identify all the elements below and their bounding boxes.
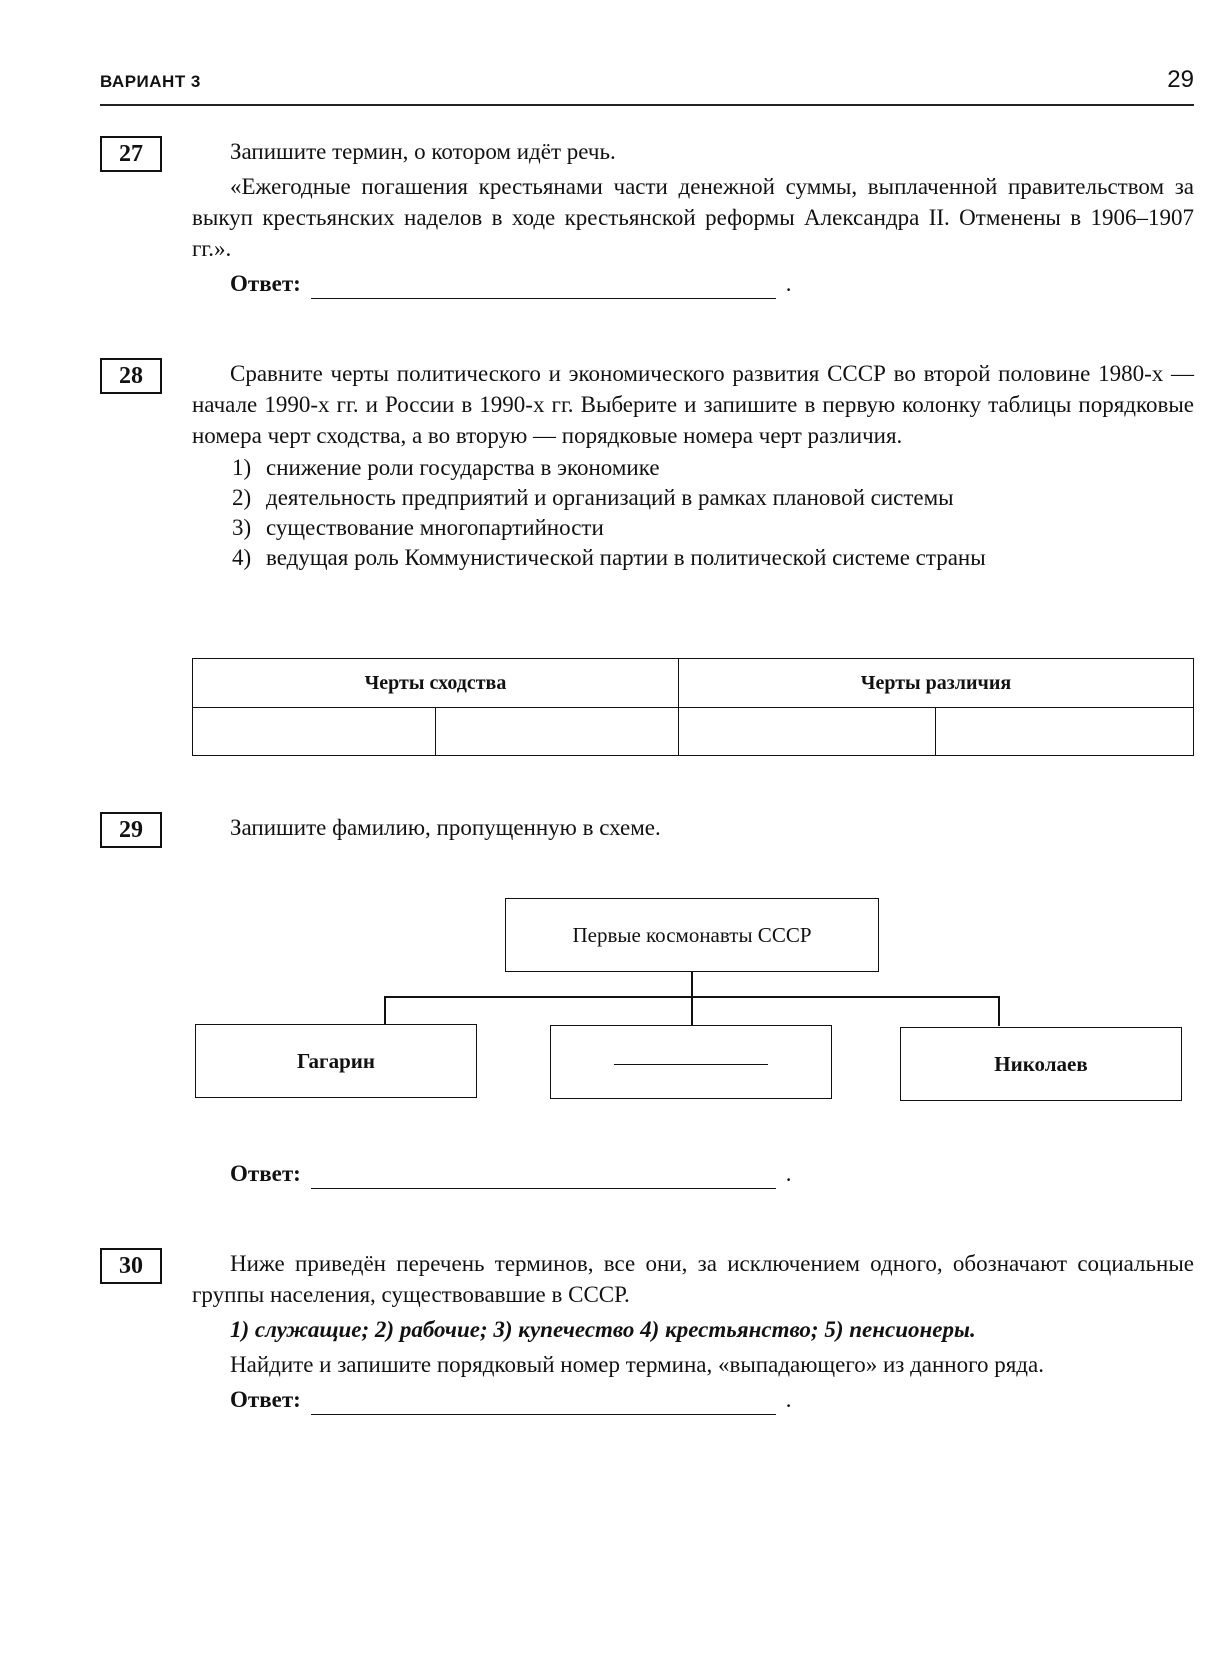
scheme-connector xyxy=(384,996,1000,998)
page-number: 29 xyxy=(1167,66,1194,93)
scheme-box-right: Николаев xyxy=(900,1027,1182,1101)
task-instruction: Запишите термин, о котором идёт речь. xyxy=(230,139,616,164)
task-number: 27 xyxy=(100,136,162,172)
task-instruction: Запишите фамилию, пропущенную в схеме. xyxy=(230,815,661,840)
answer-line: Ответ: . xyxy=(230,1384,1194,1415)
answer-line: Ответ: . xyxy=(230,268,1194,299)
answer-cell[interactable] xyxy=(435,708,678,756)
scheme-connector xyxy=(998,996,1000,1026)
feature-list xyxy=(232,453,1194,573)
scheme-connector xyxy=(691,971,693,1025)
terms-list: 1) служащие; 2) рабочие; 3) купечество 4) крестьянство; 5) пенсионеры. xyxy=(230,1317,976,1342)
scheme-connector xyxy=(384,996,386,1024)
answer-line: Ответ: . xyxy=(230,1158,1194,1189)
answer-field[interactable] xyxy=(311,1166,776,1189)
task-number: 30 xyxy=(100,1248,162,1284)
page-header xyxy=(100,64,1194,106)
answer-label: Ответ: xyxy=(230,271,301,296)
answer-label: Ответ: xyxy=(230,1387,301,1412)
list-item: 1) снижение роли государства в экономике xyxy=(232,455,660,480)
task-instruction: Ниже приведён перечень терминов, все они, за исключением одного, обозначают социальные группы населения, существовавшие в СССР. xyxy=(192,1251,1194,1307)
answer-table xyxy=(192,658,1194,756)
answer-field[interactable] xyxy=(311,1392,776,1415)
task-27 xyxy=(100,136,1194,299)
list-item: 3) существование многопартийности xyxy=(232,515,604,540)
answer-field[interactable] xyxy=(311,276,776,299)
table-header-similarity: Черты сходства xyxy=(193,659,679,708)
list-item: 2) деятельность предприятий и организаций в рамках плановой системы xyxy=(232,485,954,510)
task-30 xyxy=(100,1248,1194,1415)
answer-cell[interactable] xyxy=(936,708,1194,756)
task-28 xyxy=(100,358,1194,694)
missing-name-blank[interactable] xyxy=(614,1060,768,1065)
answer-cell[interactable] xyxy=(193,708,436,756)
list-item: 4) ведущая роль Коммунистической партии в политической системе страны xyxy=(232,545,986,570)
task-29-answer xyxy=(100,1158,1194,1189)
scheme-box-left: Гагарин xyxy=(195,1024,477,1098)
table-header-differences: Черты различия xyxy=(678,659,1193,708)
task-29 xyxy=(100,812,1194,843)
answer-label: Ответ: xyxy=(230,1161,301,1186)
task-number: 29 xyxy=(100,812,162,848)
task-number: 28 xyxy=(100,358,162,394)
task-question: Найдите и запишите порядковый номер термина, «выпадающего» из данного ряда. xyxy=(230,1352,1044,1377)
variant-title: ВАРИАНТ 3 xyxy=(100,72,201,91)
scheme-top-box: Первые космонавты СССР xyxy=(505,898,879,972)
answer-cell[interactable] xyxy=(678,708,935,756)
task-quote: «Ежегодные погашения крестьянами части денежной суммы, выплаченной правительством за выкуп крестьянских наделов в ходе крестьянской реформы Александра II. Отменены в 1906–1907 гг.». xyxy=(192,174,1194,261)
scheme-box-missing[interactable] xyxy=(550,1025,832,1099)
task-instruction: Сравните черты политического и экономического развития СССР во второй половине 1980-х — начале 1990-х гг. и России в 1990-х гг. Выберите и запишите в первую колонку таблицы порядковые номера черт сходства, а во вторую — порядковые номера черт различия. xyxy=(192,361,1194,448)
